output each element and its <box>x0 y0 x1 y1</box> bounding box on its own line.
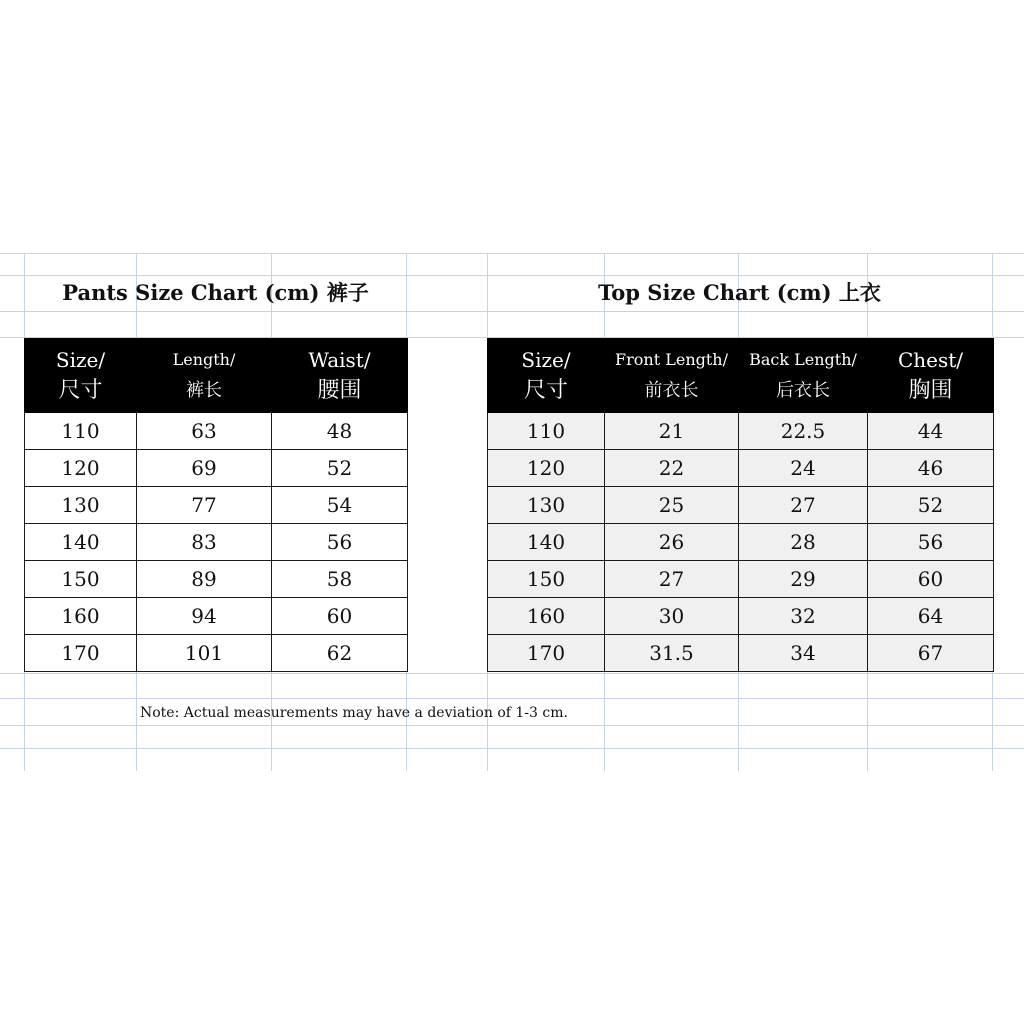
table-header-row <box>25 339 408 413</box>
table-row <box>488 561 994 598</box>
table-row <box>25 598 408 635</box>
gridline <box>0 253 1024 254</box>
table-cell: 58 <box>272 561 408 598</box>
table-cell: 150 <box>25 561 137 598</box>
measurement-note: Note: Actual measurements may have a deviation of 1-3 cm. <box>140 705 568 721</box>
table-row <box>488 413 994 450</box>
table-cell: 130 <box>488 487 605 524</box>
table-cell: 29 <box>739 561 868 598</box>
header-label-zh: 尺寸 <box>523 377 568 403</box>
table-cell: 120 <box>25 450 137 487</box>
gridline <box>0 673 1024 674</box>
table-cell: 94 <box>137 598 272 635</box>
table-row <box>25 450 408 487</box>
top-chart-title: Top Size Chart (cm) 上衣 <box>598 280 881 305</box>
table-cell: 46 <box>868 450 994 487</box>
table-cell: 52 <box>868 487 994 524</box>
top-size-table <box>487 338 994 672</box>
table-cell: 89 <box>137 561 272 598</box>
gridline <box>0 311 1024 312</box>
pants-header-length <box>137 339 272 413</box>
header-label-en: Back Length/ <box>749 349 857 369</box>
header-label-en: Size/ <box>521 347 571 372</box>
table-cell: 170 <box>488 635 605 672</box>
table-cell: 67 <box>868 635 994 672</box>
header-label-en: Waist/ <box>308 347 371 372</box>
header-label-en: Size/ <box>55 347 106 372</box>
table-cell: 110 <box>25 413 137 450</box>
top-header-size <box>488 339 605 413</box>
header-label-en: Chest/ <box>897 347 964 372</box>
table-cell: 140 <box>25 524 137 561</box>
top-header-back-length <box>739 339 868 413</box>
table-row <box>488 524 994 561</box>
table-cell: 26 <box>605 524 739 561</box>
table-row <box>25 487 408 524</box>
table-cell: 27 <box>605 561 739 598</box>
gridline <box>0 698 1024 699</box>
table-row <box>25 524 408 561</box>
table-cell: 64 <box>868 598 994 635</box>
table-row <box>488 598 994 635</box>
pants-chart-title: Pants Size Chart (cm) 裤子 <box>62 280 369 305</box>
table-row <box>488 450 994 487</box>
table-cell: 44 <box>868 413 994 450</box>
table-cell: 62 <box>272 635 408 672</box>
pants-header-waist <box>272 339 408 413</box>
gridline <box>0 725 1024 726</box>
gridline <box>0 748 1024 749</box>
pants-header-size <box>25 339 137 413</box>
header-label-zh: 腰围 <box>317 377 362 403</box>
table-cell: 130 <box>25 487 137 524</box>
table-cell: 101 <box>137 635 272 672</box>
header-label-en: Length/ <box>172 349 236 369</box>
table-cell: 120 <box>488 450 605 487</box>
top-header-front-length <box>605 339 739 413</box>
header-label-zh: 尺寸 <box>58 377 103 403</box>
table-cell: 60 <box>868 561 994 598</box>
header-label-en: Front Length/ <box>615 349 728 369</box>
header-label-zh: 裤长 <box>186 379 222 401</box>
table-cell: 52 <box>272 450 408 487</box>
table-cell: 22.5 <box>739 413 868 450</box>
table-cell: 160 <box>488 598 605 635</box>
table-cell: 56 <box>272 524 408 561</box>
table-cell: 22 <box>605 450 739 487</box>
table-row <box>25 561 408 598</box>
header-label-zh: 胸围 <box>908 377 953 403</box>
table-cell: 34 <box>739 635 868 672</box>
table-cell: 63 <box>137 413 272 450</box>
table-cell: 27 <box>739 487 868 524</box>
table-row <box>488 487 994 524</box>
table-cell: 160 <box>25 598 137 635</box>
table-cell: 32 <box>739 598 868 635</box>
pants-size-table <box>24 338 408 672</box>
table-cell: 21 <box>605 413 739 450</box>
table-cell: 150 <box>488 561 605 598</box>
table-header-row <box>488 339 994 413</box>
table-cell: 56 <box>868 524 994 561</box>
table-cell: 140 <box>488 524 605 561</box>
table-cell: 31.5 <box>605 635 739 672</box>
table-cell: 77 <box>137 487 272 524</box>
table-cell: 30 <box>605 598 739 635</box>
table-cell: 170 <box>25 635 137 672</box>
table-cell: 54 <box>272 487 408 524</box>
table-row <box>488 635 994 672</box>
header-label-zh: 前衣长 <box>644 379 699 401</box>
table-cell: 83 <box>137 524 272 561</box>
table-cell: 28 <box>739 524 868 561</box>
table-cell: 69 <box>137 450 272 487</box>
table-cell: 24 <box>739 450 868 487</box>
table-cell: 60 <box>272 598 408 635</box>
header-label-zh: 后衣长 <box>776 379 830 401</box>
table-row <box>25 635 408 672</box>
table-row <box>25 413 408 450</box>
top-header-chest <box>868 339 994 413</box>
table-cell: 110 <box>488 413 605 450</box>
table-cell: 48 <box>272 413 408 450</box>
table-cell: 25 <box>605 487 739 524</box>
